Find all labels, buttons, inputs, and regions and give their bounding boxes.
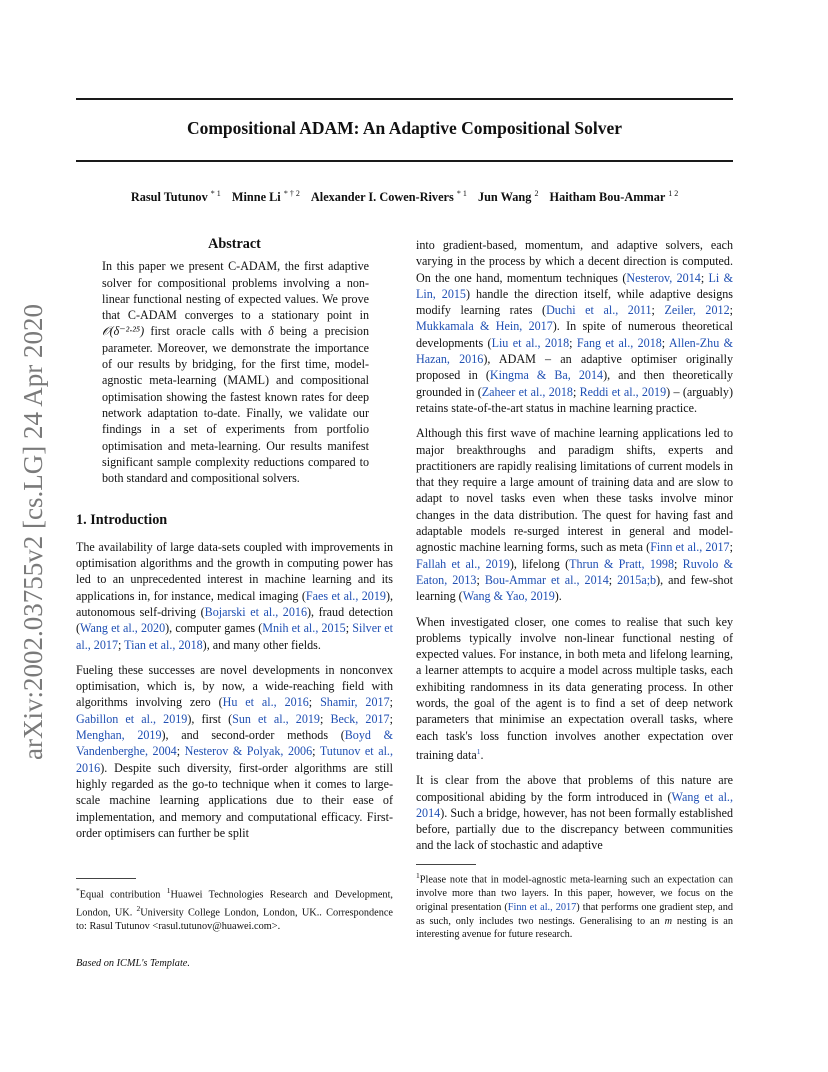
citation-link[interactable]: Bojarski et al., 2016 bbox=[204, 604, 307, 619]
title-rule-top bbox=[76, 98, 733, 100]
template-note: Based on ICML's Template. bbox=[76, 958, 190, 969]
author-list bbox=[76, 189, 733, 205]
intro-paragraph-4: Although this first wave of machine learning applications led to major breakthroughs and paradigm shifts, experts and practitioners are rapidly realising limitations of current models in that they require a large amount of training data and are slow to adapt to novel tasks even when these tasks involve minor changes in the data distribution. The quest for having fast and adaptable models re-surged interest in general and model-agnostic machine learning forms, such as meta (Finn et al., 2017; Fallah et al., 2019), lifelong (Thrun & Pratt, 1998; Ruvolo & Eaton, 2013; Bou-Ammar et al., 2014; 2015a;b), and few-shot learning (Wang & Yao, 2019). bbox=[416, 426, 733, 604]
title-rule-bottom bbox=[76, 160, 733, 162]
author: Rasul Tutunov $^{* 1}$ bbox=[130, 189, 221, 205]
abstract-text: In this paper we present C-ADAM, the first adaptive solver for compositional problems involving a non-linear functional nesting of expected values. We prove that C-ADAM converges to a stationary point in 𝒪(δ⁻²·²⁵) first oracle calls with δ being a precision parameter. Moreover, we demonstrate the importance of our results by bridging, for the first time, model-agnostic meta-learning (MAML) and compositional optimisation showing the fastest known rates for deep network adaptation to-date. Finally, we validate our findings in a set of experiments from portfolio optimisation and meta-learning. Our results manifest significant sample complexity reductions compared to both standard and compositional solvers. bbox=[102, 259, 369, 486]
citation-link[interactable]: Shamir, 2017 bbox=[320, 695, 390, 710]
right-column bbox=[416, 237, 733, 863]
footnote-marker[interactable]: 1 bbox=[476, 746, 481, 756]
arxiv-identifier: arXiv:2002.03755v2 [cs.LG] 24 Apr 2020 bbox=[18, 304, 48, 760]
citation-link[interactable]: Fang et al., 2018 bbox=[576, 335, 662, 350]
footnote-1: $^1$Please note that in model-agnostic meta-learning such an expectation can involve more than two layers. In this paper, however, we focus on the original presentation (Finn et al., 2017) that performs one gradient step, and as such, only includes two nestings. Generalising to an m nesting is an interesting avenue for future research. bbox=[416, 871, 733, 941]
citation-link[interactable]: Kingma & Ba, 2014 bbox=[489, 368, 604, 383]
citation-link[interactable]: Mukkamala & Hein, 2017 bbox=[416, 319, 553, 334]
footnote-rule bbox=[416, 864, 476, 865]
left-column bbox=[76, 236, 393, 850]
citation-link[interactable]: Fallah et al., 2019 bbox=[416, 556, 510, 571]
citation-link[interactable]: Nesterov, 2014 bbox=[626, 270, 701, 285]
intro-paragraph-1: The availability of large data-sets coupled with improvements in optimisation algorithms and the growth in computing power has led to an unprecedented interest in machine learning and its applications in, for instance, medical imaging (Faes et al., 2019), autonomous self-driving (Bojarski et al., 2016), fraud detection (Wang et al., 2020), computer games (Mnih et al., 2015; Silver et al., 2017; Tian et al., 2018), and many other fields. bbox=[76, 539, 394, 652]
citation-link[interactable]: Faes et al., 2019 bbox=[305, 588, 386, 603]
citation-link[interactable]: Tutunov et al., 2016 bbox=[76, 744, 393, 775]
citation-link[interactable]: Beck, 2017 bbox=[330, 711, 390, 726]
citation-link[interactable]: Wang et al., 2014 bbox=[416, 789, 733, 820]
intro-paragraph-3: into gradient-based, momentum, and adaptive solvers, each varying in the process by which a decent direction is computed. On the one hand, momentum techniques (Nesterov, 2014; Li & Lin, 2015) handle the direction itself, while adaptive designs modify learning rates (Duchi et al., 2011; Zeiler, 2012; Mukkamala & Hein, 2017). In spite of numerous theoretical developments (Liu et al., 2018; Fang et al., 2018; Allen-Zhu & Hazan, 2016), ADAM – an adaptive optimiser originally proposed in (Kingma & Ba, 2014), and then theoretically grounded in (Zaheer et al., 2018; Reddi et al., 2019) – (arguably) retains state-of-the-art status in machine learning practice. bbox=[416, 238, 734, 415]
abstract-heading: Abstract bbox=[208, 236, 261, 252]
citation-link[interactable]: Wang & Yao, 2019 bbox=[462, 589, 555, 604]
author: Haitham Bou-Ammar $^{1 2}$ bbox=[549, 189, 679, 205]
citation-link[interactable]: Nesterov & Polyak, 2006 bbox=[184, 744, 313, 759]
citation-link[interactable]: Duchi et al., 2011 bbox=[546, 303, 652, 318]
paper-title: Compositional ADAM: An Adaptive Compositional Solver bbox=[186, 118, 623, 138]
affiliation-footnote: *Equal contribution $^1$Huawei Technologies Research and Development, London, UK. $^2$University College London, London, UK.. Correspondence to: Rasul Tutunov <rasul.tutunov@huawei.com>. bbox=[76, 886, 394, 933]
footnote-rule bbox=[76, 878, 136, 879]
author: Alexander I. Cowen-Rivers $^{* 1}$ bbox=[310, 189, 467, 205]
citation-link[interactable]: Reddi et al., 2019 bbox=[579, 384, 667, 399]
citation-link[interactable]: Li & Lin, 2015 bbox=[416, 270, 734, 301]
citation-link[interactable]: Gabillon et al., 2019 bbox=[76, 711, 188, 726]
intro-paragraph-6: It is clear from the above that problems of this nature are compositional abiding by the form introduced in (Wang et al., 2014). Such a bridge, however, has not been formally established before, partially due to the discrepancy between communities and the lack of stochastic and adaptive bbox=[416, 773, 733, 853]
citation-link[interactable]: Finn et al., 2017 bbox=[507, 901, 577, 913]
citation-link[interactable]: Zaheer et al., 2018 bbox=[481, 384, 573, 399]
citation-link[interactable]: Sun et al., 2019 bbox=[232, 711, 320, 726]
citation-link[interactable]: Menghan, 2019 bbox=[76, 728, 162, 743]
citation-link[interactable]: Zeiler, 2012 bbox=[664, 303, 730, 318]
citation-link[interactable]: Mnih et al., 2015 bbox=[262, 621, 346, 636]
intro-paragraph-2: Fueling these successes are novel developments in nonconvex optimisation, which is, by now, a wide-reaching field with algorithms involving zero (Hu et al., 2016; Shamir, 2017; Gabillon et al., 2019), first (Sun et al., 2019; Beck, 2017; Menghan, 2019), and second-order methods (Boyd & Vandenberghe, 2004; Nesterov & Polyak, 2006; Tutunov et al., 2016). Despite such diversity, first-order algorithms are still highly regarded as the go-to technique when it comes to large-scale machine learning applications due to their ease of implementation, and memory and computational efficacy. First-order optimisers can further be split bbox=[76, 662, 393, 840]
citation-link[interactable]: Bou-Ammar et al., 2014 bbox=[484, 572, 609, 587]
section-heading-introduction: 1. Introduction bbox=[76, 512, 168, 529]
citation-link[interactable]: Allen-Zhu & Hazan, 2016 bbox=[416, 335, 733, 367]
intro-paragraph-5: When investigated closer, one comes to realise that such key problems typically involve non-linear functional nesting of expected values. For instance, in both meta and lifelong learning, a learner attempts to acquire a model across multiple tasks, each exhibiting randomness in its data generating process. In other words, the goal of the agent is to find a set of deep network parameters that minimise an expectation overall tasks, where each task's loss function involves another expectation over training data$^1$. bbox=[416, 614, 733, 762]
citation-link[interactable]: 2015a;b bbox=[617, 572, 657, 587]
citation-link[interactable]: Silver et al., 2017 bbox=[76, 621, 394, 652]
author: Minne Li $^{* \dagger 2}$ bbox=[231, 189, 300, 205]
citation-link[interactable]: Hu et al., 2016 bbox=[222, 695, 309, 710]
citation-link[interactable]: Finn et al., 2017 bbox=[650, 540, 730, 555]
citation-link[interactable]: Boyd & Vandenberghe, 2004 bbox=[76, 728, 393, 759]
citation-link[interactable]: Tian et al., 2018 bbox=[124, 637, 203, 652]
author: Jun Wang $^2$ bbox=[477, 189, 539, 205]
citation-link[interactable]: Wang et al., 2020 bbox=[80, 621, 166, 636]
citation-link[interactable]: Thrun & Pratt, 1998 bbox=[569, 556, 675, 571]
citation-link[interactable]: Ruvolo & Eaton, 2013 bbox=[416, 556, 733, 587]
citation-link[interactable]: Liu et al., 2018 bbox=[491, 335, 570, 350]
